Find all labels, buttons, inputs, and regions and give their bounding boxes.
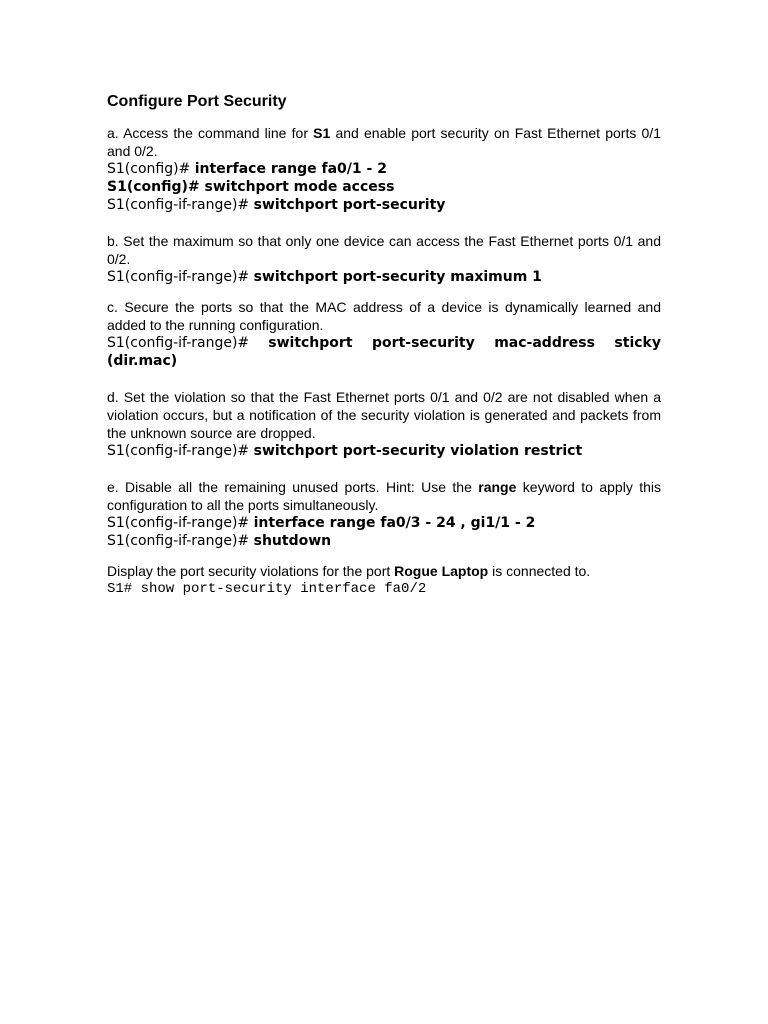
step-e-command-2: S1(config-if-range)# shutdown [107, 533, 332, 549]
step-b-command-1: S1(config-if-range)# switchport port-security maximum 1 [107, 269, 542, 285]
step-f-command-1: S1# show port-security interface fa0/2 [107, 581, 427, 597]
step-d-command-1: S1(config-if-range)# switchport port-security violation restrict [107, 443, 583, 459]
step-a-command-3: S1(config-if-range)# switchport port-security [107, 197, 446, 213]
step-c-command-1: S1(config-if-range)# switchport port-security mac-address sticky (dir.mac) [107, 335, 661, 369]
step-a-command-2: S1(config)# switchport mode access [107, 179, 395, 195]
step-e-instruction: e. Disable all the remaining unused ports. Hint: Use the range keyword to apply this configuration to all the ports simultaneously. [107, 479, 661, 513]
step-a-command-1: S1(config)# interface range fa0/1 - 2 [107, 161, 387, 177]
document-title: Configure Port Security [107, 93, 287, 110]
step-c-instruction: c. Secure the ports so that the MAC address of a device is dynamically learned and added to the running configuration. [107, 299, 661, 333]
step-a-instruction: a. Access the command line for S1 and enable port security on Fast Ethernet ports 0/1 and 0/2. [107, 125, 661, 159]
range-keyword: range [478, 479, 517, 495]
step-d-instruction: d. Set the violation so that the Fast Ethernet ports 0/1 and 0/2 are not disabled when a violation occurs, but a notification of the security violation is generated and packets from the unknown source are dropped. [107, 389, 661, 441]
step-b-instruction: b. Set the maximum so that only one device can access the Fast Ethernet ports 0/1 and 0/2. [107, 233, 661, 267]
device-name-s1: S1 [313, 125, 331, 141]
step-e-command-1: S1(config-if-range)# interface range fa0/3 - 24 , gi1/1 - 2 [107, 515, 536, 531]
step-f-instruction: Display the port security violations for the port Rogue Laptop is connected to. [107, 563, 591, 579]
document-page [107, 92, 661, 598]
rogue-laptop-name: Rogue Laptop [394, 563, 489, 579]
